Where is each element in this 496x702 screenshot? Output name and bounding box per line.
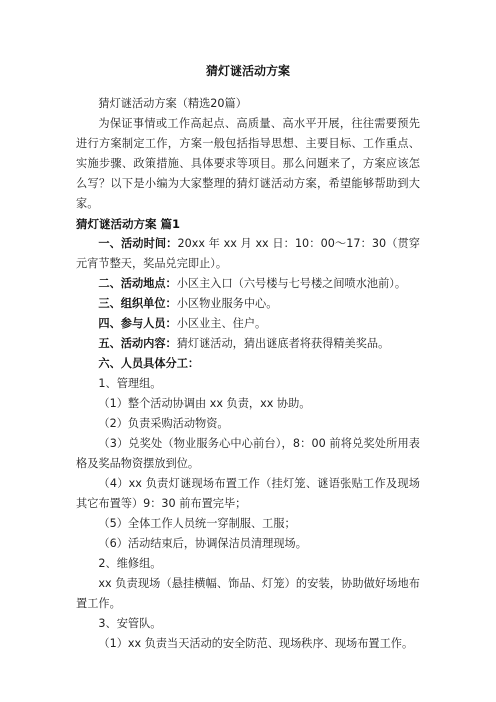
plan-item-text: 猜灯谜活动，猜出谜底者将获得精美奖品。 [176,337,390,350]
plan-item-label: 五、活动内容： [98,337,177,350]
body-line: （2）负责采购活动物资。 [98,417,229,430]
body-line: （5）全体工作人员统一穿制服、工服； [98,517,296,530]
section-heading: 猜灯谜活动方案 篇1 [76,217,181,231]
body-line: 2、维修组。 [98,557,162,570]
plan-item-text: 小区物业服务中心。 [176,297,278,310]
intro-paragraph: 为保证事情或工作高起点、高质量、高水平开展，往往需要预先进行方案制定工作，方案一般包括指导思想、主要目标、工作重点、实施步骤、政策措施、具体要求等项目。那么问题来了，方案应该怎么写？以下是小编为大家整理的猜灯谜活动方案，希望能够帮助到大家。 [76,117,420,210]
plan-item-label: 四、参与人员： [98,317,177,330]
plan-item-text: 小区业主、住户。 [176,317,267,330]
body-line: （4）xx 负责灯谜现场布置工作（挂灯笼、谜语张贴工作及现场其它布置等）9：30 前布置完毕； [76,477,420,510]
plan-item-label: 六、人员具体分工： [98,357,200,370]
plan-item [76,274,420,294]
body-line: （3）兑奖处（物业服务心中心前台），8：00 前将兑奖处所用表格及奖品物资摆放到位。 [76,437,420,470]
plan-item [76,294,420,314]
body-line: xx 负责现场（悬挂横幅、饰品、灯笼）的安装，协助做好场地布置工作。 [76,577,420,610]
body-line: （1）xx 负责当天活动的安全防范、现场秩序、现场布置工作。 [98,637,414,650]
plan-item [76,334,420,354]
plan-item-text: 小区主入口（六号楼与七号楼之间喷水池前）。 [176,277,407,290]
plan-item-label: 三、组织单位： [98,297,177,310]
plan-item-label: 一、活动时间： [98,237,178,250]
plan-item [76,234,420,274]
plan-item-text: 20xx 年 xx 月 xx 日：10：00～17：30（贯穿元宵节整天，奖品兑完即止）。 [76,237,420,270]
body-line: （1）整个活动协调由 xx 负责，xx 协助。 [98,397,311,410]
document-subtitle: 猜灯谜活动方案（精选20篇） [98,97,247,110]
body-line: 1、管理组。 [98,377,162,390]
plan-item [76,314,420,334]
body-line: 3、安管队。 [98,617,162,630]
document-title: 猜灯谜活动方案 [205,64,290,78]
plan-item-label: 二、活动地点： [98,277,177,290]
body-line: （6）活动结束后，协调保洁员清理现场。 [98,537,307,550]
plan-item [76,354,420,374]
